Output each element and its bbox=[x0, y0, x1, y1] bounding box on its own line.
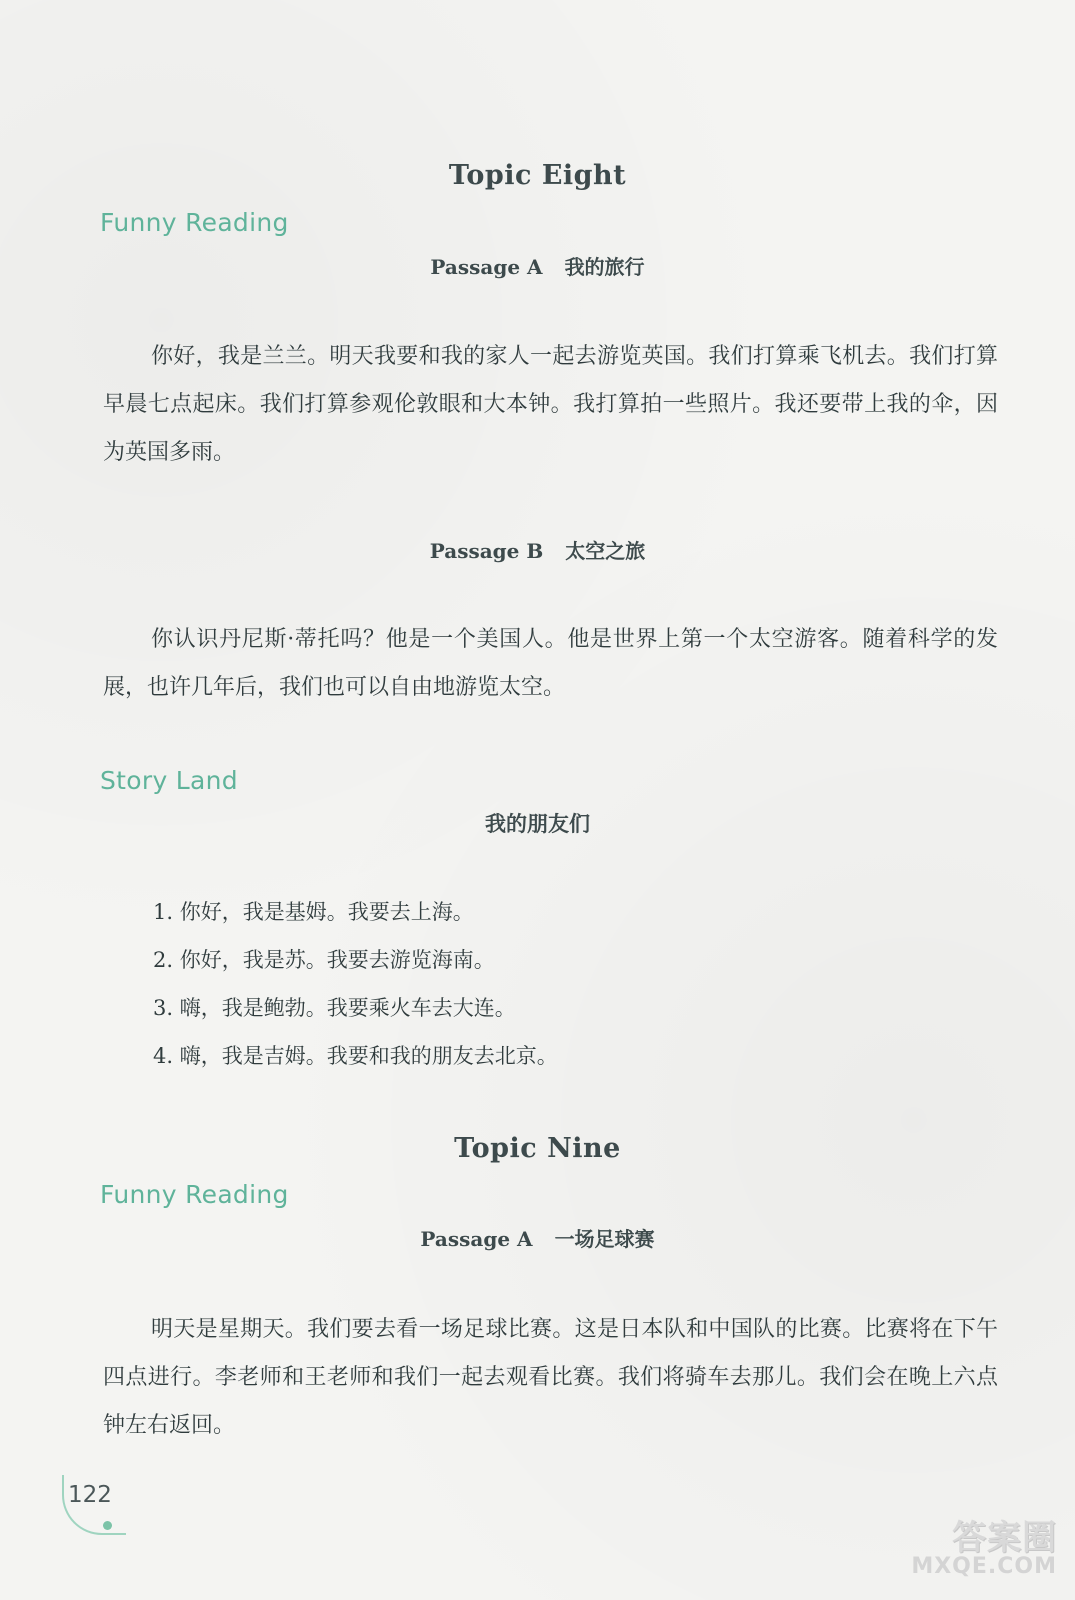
passage-label: Passage A bbox=[420, 1227, 533, 1251]
watermark-logo bbox=[911, 1510, 1065, 1590]
passage-paragraph: 明天是星期天。我们要去看一场足球比赛。这是日本队和中国队的比赛。比赛将在下午四点进行。李老师和王老师和我们一起去观看比赛。我们将骑车去那儿。我们会在晚上六点钟左右返回。 bbox=[103, 1317, 998, 1438]
passage-chinese-title: 我的旅行 bbox=[564, 255, 645, 279]
story-list-item: 1. 你好，我是基姆。我要去上海。 bbox=[153, 900, 474, 924]
story-title: 我的朋友们 bbox=[485, 811, 590, 836]
story-list-item: 2. 你好，我是苏。我要去游览海南。 bbox=[153, 948, 495, 972]
funny-reading-label: Funny Reading bbox=[100, 208, 289, 237]
story-list-item: 4. 嗨，我是吉姆。我要和我的朋友去北京。 bbox=[153, 1044, 558, 1068]
funny-reading-label: Funny Reading bbox=[100, 1180, 289, 1209]
passage-title bbox=[0, 535, 1075, 564]
page-number: 122 bbox=[68, 1482, 112, 1508]
story-list-item: 3. 嗨，我是鲍勃。我要乘火车去大连。 bbox=[153, 996, 516, 1020]
page-dot-icon bbox=[103, 1521, 112, 1530]
passage-chinese-title: 太空之旅 bbox=[565, 539, 646, 563]
passage-paragraph: 你认识丹尼斯·蒂托吗？他是一个美国人。他是世界上第一个太空游客。随着科学的发展，也许几年后，我们也可以自由地游览太空。 bbox=[103, 627, 998, 700]
passage-label: Passage B bbox=[429, 539, 544, 563]
story-list bbox=[153, 888, 558, 1080]
passage-label: Passage A bbox=[430, 255, 543, 279]
passage-title bbox=[0, 251, 1075, 280]
watermark-chinese-text: 答案圈 bbox=[952, 1518, 1057, 1558]
passage-title bbox=[0, 1223, 1075, 1252]
passage-paragraph: 你好，我是兰兰。明天我要和我的家人一起去游览英国。我们打算乘飞机去。我们打算早晨七点起床。我们打算参观伦敦眼和大本钟。我打算拍一些照片。我还要带上我的伞，因为英国多雨。 bbox=[103, 344, 998, 465]
watermark-url-text: MXQE.COM bbox=[911, 1554, 1057, 1579]
story-land-label: Story Land bbox=[100, 766, 238, 795]
passage-chinese-title: 一场足球赛 bbox=[554, 1227, 655, 1251]
topic-title: Topic Nine bbox=[454, 1133, 621, 1164]
topic-title: Topic Eight bbox=[448, 160, 627, 191]
